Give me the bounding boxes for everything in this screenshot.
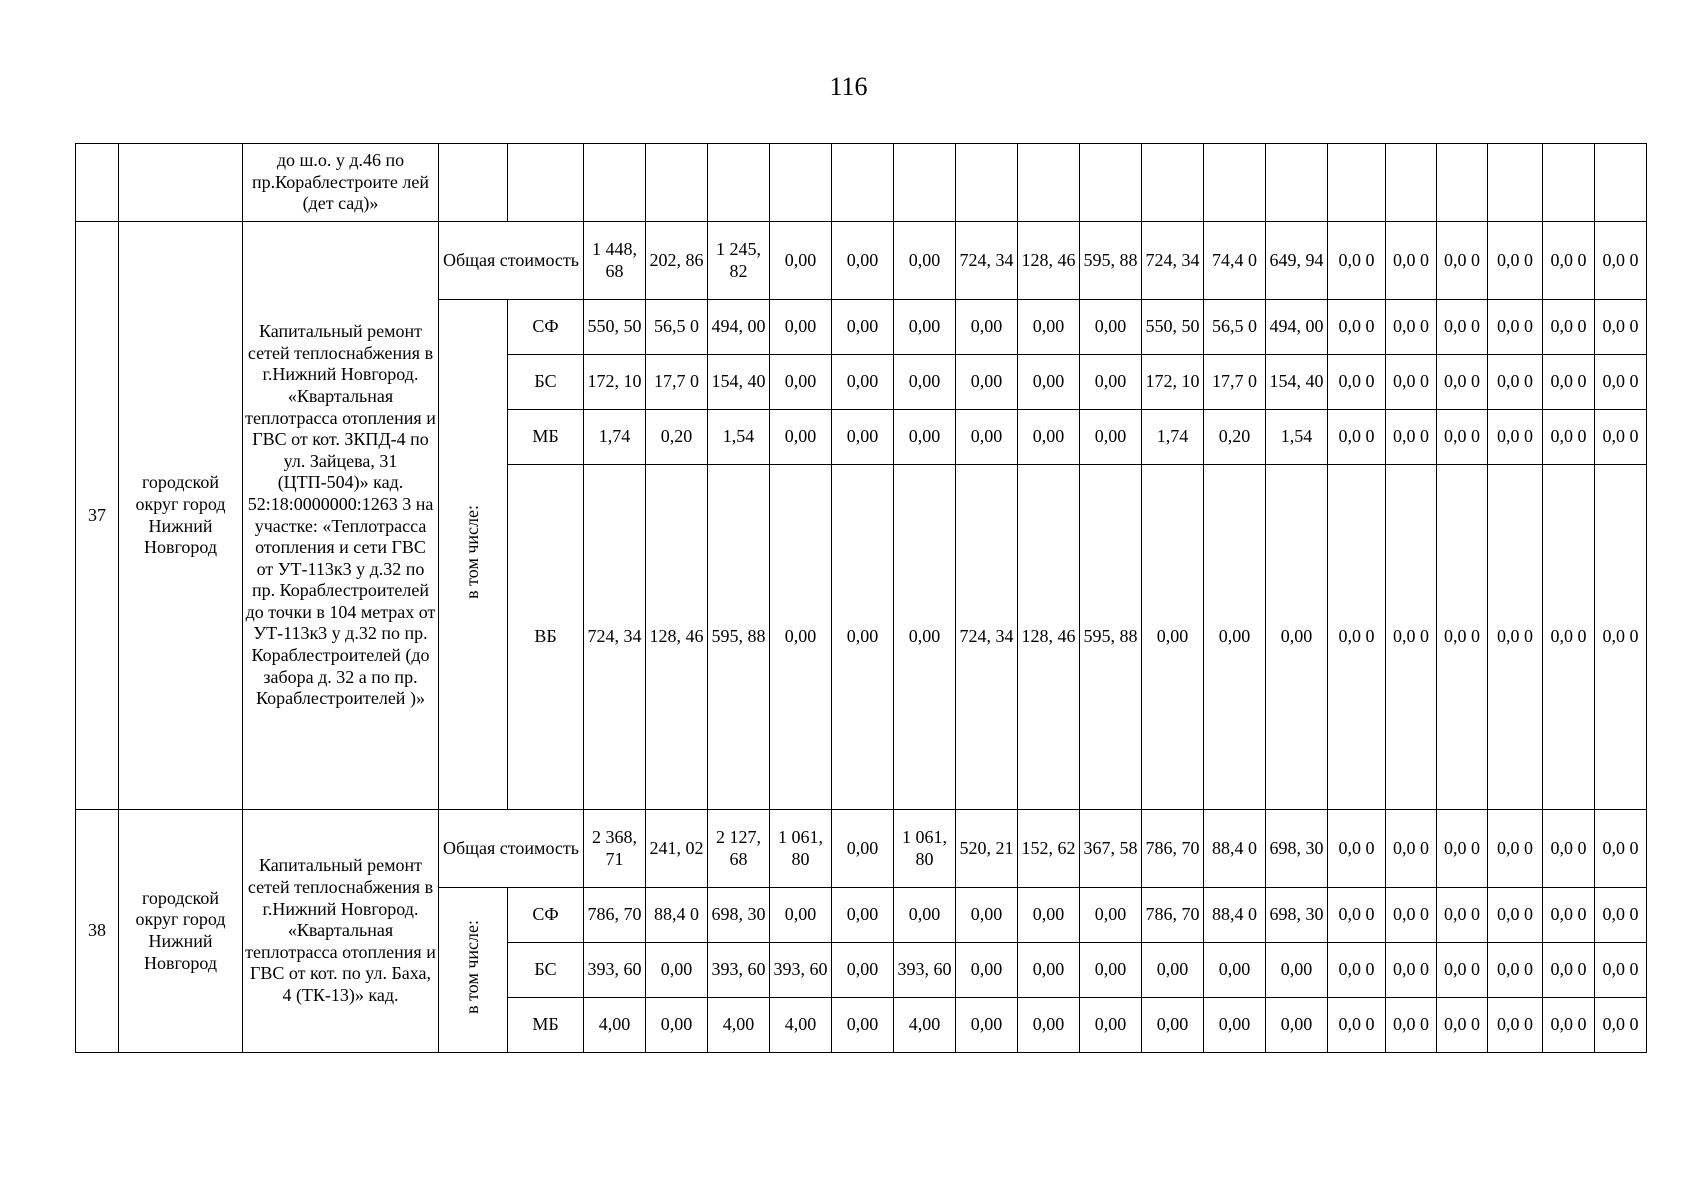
value-cell: 0,0 0 [1488, 355, 1543, 410]
value-cell: 0,00 [956, 998, 1018, 1053]
value-cell: 0,00 [1266, 465, 1328, 810]
value-cell [1018, 144, 1080, 222]
value-cell: 0,00 [894, 410, 956, 465]
value-cell: 0,0 0 [1328, 222, 1386, 300]
municipality-cell [119, 144, 243, 222]
value-cell: 0,0 0 [1488, 465, 1543, 810]
value-cell: 241, 02 [646, 810, 708, 888]
value-cell: 0,0 0 [1437, 943, 1488, 998]
continuation-row [76, 144, 1647, 222]
value-cell: 17,7 0 [646, 355, 708, 410]
value-cell [1437, 144, 1488, 222]
table-row [76, 222, 1647, 300]
value-cell: 393, 60 [894, 943, 956, 998]
value-cell: 0,00 [646, 998, 708, 1053]
value-cell: 0,0 0 [1488, 888, 1543, 943]
value-cell: 0,00 [894, 355, 956, 410]
value-cell: 4,00 [708, 998, 770, 1053]
value-cell: 1 448, 68 [584, 222, 646, 300]
value-cell: 0,0 0 [1543, 943, 1595, 998]
value-cell: 0,00 [894, 300, 956, 355]
value-cell: 88,4 0 [646, 888, 708, 943]
value-cell: 0,0 0 [1437, 300, 1488, 355]
value-cell: 0,0 0 [1328, 355, 1386, 410]
value-cell: 0,00 [770, 888, 832, 943]
value-cell [1080, 144, 1142, 222]
sub-label-cell [439, 888, 508, 1053]
value-cell: 0,0 0 [1543, 355, 1595, 410]
value-cell: 0,00 [956, 410, 1018, 465]
value-cell: 1,54 [708, 410, 770, 465]
value-cell: 0,00 [956, 888, 1018, 943]
value-cell: 0,00 [770, 300, 832, 355]
num-cell: 37 [76, 222, 119, 810]
value-cell: 88,4 0 [1204, 888, 1266, 943]
source-name-cell: МБ [508, 998, 584, 1053]
value-cell: 0,00 [1018, 355, 1080, 410]
value-cell [1595, 144, 1647, 222]
value-cell: 0,00 [832, 222, 894, 300]
source-label-cell [439, 144, 508, 222]
value-cell: 0,00 [1266, 998, 1328, 1053]
value-cell: 1 245, 82 [708, 222, 770, 300]
municipality-cell: городской округ город Нижний Новгород [119, 810, 243, 1053]
value-cell: 0,00 [1142, 465, 1204, 810]
value-cell: 0,00 [1204, 943, 1266, 998]
value-cell [584, 144, 646, 222]
source-name-cell: СФ [508, 300, 584, 355]
value-cell: 595, 88 [708, 465, 770, 810]
value-cell: 0,00 [770, 465, 832, 810]
value-cell: 786, 70 [1142, 888, 1204, 943]
value-cell: 0,0 0 [1328, 888, 1386, 943]
value-cell: 0,0 0 [1543, 222, 1595, 300]
value-cell: 0,0 0 [1595, 943, 1647, 998]
value-cell: 0,0 0 [1386, 943, 1437, 998]
value-cell: 0,0 0 [1595, 410, 1647, 465]
value-cell: 494, 00 [708, 300, 770, 355]
value-cell: 0,0 0 [1543, 810, 1595, 888]
value-cell: 0,0 0 [1543, 300, 1595, 355]
value-cell: 0,0 0 [1386, 410, 1437, 465]
value-cell: 0,0 0 [1386, 998, 1437, 1053]
value-cell: 0,0 0 [1595, 888, 1647, 943]
total-label-cell: Общая стоимость [439, 222, 584, 300]
value-cell: 0,0 0 [1386, 222, 1437, 300]
value-cell: 128, 46 [646, 465, 708, 810]
value-cell: 0,20 [1204, 410, 1266, 465]
value-cell: 649, 94 [1266, 222, 1328, 300]
value-cell: 0,00 [894, 222, 956, 300]
value-cell: 0,00 [1018, 943, 1080, 998]
value-cell: 698, 30 [708, 888, 770, 943]
value-cell [708, 144, 770, 222]
total-label-cell: Общая стоимость [439, 810, 584, 888]
value-cell: 56,5 0 [646, 300, 708, 355]
value-cell: 0,0 0 [1328, 810, 1386, 888]
value-cell: 0,0 0 [1488, 998, 1543, 1053]
value-cell: 0,0 0 [1386, 300, 1437, 355]
value-cell [894, 144, 956, 222]
value-cell: 0,0 0 [1488, 410, 1543, 465]
value-cell: 0,00 [770, 410, 832, 465]
value-cell: 0,00 [956, 943, 1018, 998]
value-cell: 154, 40 [1266, 355, 1328, 410]
value-cell: 724, 34 [584, 465, 646, 810]
value-cell: 0,00 [832, 943, 894, 998]
value-cell: 0,00 [1080, 300, 1142, 355]
value-cell: 393, 60 [770, 943, 832, 998]
source-name-cell: БС [508, 355, 584, 410]
value-cell: 0,00 [1080, 888, 1142, 943]
value-cell: 128, 46 [1018, 465, 1080, 810]
value-cell: 0,0 0 [1543, 465, 1595, 810]
value-cell: 2 127, 68 [708, 810, 770, 888]
value-cell: 0,0 0 [1328, 300, 1386, 355]
value-cell [832, 144, 894, 222]
value-cell [1204, 144, 1266, 222]
value-cell: 0,0 0 [1328, 998, 1386, 1053]
value-cell: 393, 60 [584, 943, 646, 998]
value-cell: 88,4 0 [1204, 810, 1266, 888]
value-cell: 0,00 [1018, 998, 1080, 1053]
value-cell: 0,0 0 [1595, 355, 1647, 410]
sub-label-cell [439, 300, 508, 810]
sub-label-text: в том числе: [462, 920, 483, 1015]
value-cell: 0,00 [1266, 943, 1328, 998]
value-cell: 0,00 [832, 888, 894, 943]
value-cell: 0,0 0 [1595, 465, 1647, 810]
value-cell: 0,20 [646, 410, 708, 465]
value-cell: 0,00 [894, 465, 956, 810]
value-cell: 1,54 [1266, 410, 1328, 465]
value-cell: 0,0 0 [1488, 222, 1543, 300]
value-cell: 0,00 [894, 888, 956, 943]
source-name-cell: БС [508, 943, 584, 998]
value-cell: 2 368, 71 [584, 810, 646, 888]
value-cell: 0,00 [770, 355, 832, 410]
source-name-cell: МБ [508, 410, 584, 465]
value-cell: 698, 30 [1266, 810, 1328, 888]
value-cell [770, 144, 832, 222]
value-cell [956, 144, 1018, 222]
value-cell: 74,4 0 [1204, 222, 1266, 300]
value-cell: 0,0 0 [1543, 410, 1595, 465]
value-cell: 0,0 0 [1437, 222, 1488, 300]
description-cell: до ш.о. у д.46 по пр.Кораблестроите лей (дет сад)» [243, 144, 439, 222]
value-cell: 0,0 0 [1437, 810, 1488, 888]
value-cell: 0,0 0 [1328, 410, 1386, 465]
value-cell: 4,00 [584, 998, 646, 1053]
value-cell: 17,7 0 [1204, 355, 1266, 410]
value-cell: 494, 00 [1266, 300, 1328, 355]
sub-label-text: в том числе: [462, 504, 483, 599]
value-cell: 4,00 [770, 998, 832, 1053]
value-cell: 367, 58 [1080, 810, 1142, 888]
value-cell [1543, 144, 1595, 222]
value-cell: 128, 46 [1018, 222, 1080, 300]
value-cell: 0,00 [1080, 998, 1142, 1053]
value-cell: 1 061, 80 [894, 810, 956, 888]
value-cell: 0,00 [1018, 300, 1080, 355]
value-cell: 152, 62 [1018, 810, 1080, 888]
value-cell: 595, 88 [1080, 465, 1142, 810]
value-cell: 0,00 [1080, 943, 1142, 998]
value-cell: 724, 34 [956, 465, 1018, 810]
value-cell: 56,5 0 [1204, 300, 1266, 355]
value-cell: 0,00 [646, 943, 708, 998]
source-name-cell: ВБ [508, 465, 584, 810]
value-cell: 0,00 [832, 465, 894, 810]
value-cell: 0,0 0 [1328, 465, 1386, 810]
value-cell: 0,0 0 [1386, 810, 1437, 888]
value-cell: 0,0 0 [1595, 998, 1647, 1053]
value-cell: 0,0 0 [1386, 355, 1437, 410]
value-cell: 0,00 [1142, 943, 1204, 998]
program-table [75, 143, 1647, 1053]
value-cell [1488, 144, 1543, 222]
value-cell: 0,00 [1080, 410, 1142, 465]
value-cell: 0,0 0 [1386, 888, 1437, 943]
value-cell: 0,0 0 [1595, 222, 1647, 300]
value-cell: 0,00 [1142, 998, 1204, 1053]
value-cell: 0,0 0 [1328, 943, 1386, 998]
value-cell: 0,0 0 [1437, 998, 1488, 1053]
value-cell: 0,0 0 [1488, 810, 1543, 888]
value-cell: 0,0 0 [1437, 888, 1488, 943]
value-cell [1386, 144, 1437, 222]
value-cell [1328, 144, 1386, 222]
value-cell: 0,0 0 [1543, 888, 1595, 943]
value-cell [646, 144, 708, 222]
value-cell: 1,74 [584, 410, 646, 465]
source-label-cell [508, 144, 584, 222]
value-cell: 0,0 0 [1386, 465, 1437, 810]
table-row [76, 810, 1647, 888]
value-cell: 0,0 0 [1595, 300, 1647, 355]
value-cell: 0,0 0 [1437, 410, 1488, 465]
num-cell [76, 144, 119, 222]
page-number: 116 [829, 72, 868, 101]
value-cell: 172, 10 [584, 355, 646, 410]
value-cell: 0,0 0 [1437, 355, 1488, 410]
value-cell: 0,0 0 [1488, 300, 1543, 355]
value-cell: 0,00 [770, 222, 832, 300]
value-cell: 172, 10 [1142, 355, 1204, 410]
value-cell: 0,00 [832, 300, 894, 355]
value-cell: 0,00 [1204, 465, 1266, 810]
value-cell: 4,00 [894, 998, 956, 1053]
value-cell: 202, 86 [646, 222, 708, 300]
value-cell [1142, 144, 1204, 222]
value-cell: 1,74 [1142, 410, 1204, 465]
source-name-cell: СФ [508, 888, 584, 943]
value-cell: 520, 21 [956, 810, 1018, 888]
value-cell: 0,0 0 [1595, 810, 1647, 888]
value-cell: 0,00 [956, 355, 1018, 410]
value-cell: 154, 40 [708, 355, 770, 410]
value-cell: 550, 50 [584, 300, 646, 355]
value-cell: 550, 50 [1142, 300, 1204, 355]
value-cell: 0,0 0 [1437, 465, 1488, 810]
value-cell: 0,00 [1080, 355, 1142, 410]
value-cell: 0,00 [832, 410, 894, 465]
value-cell: 0,00 [1018, 888, 1080, 943]
value-cell [1266, 144, 1328, 222]
value-cell: 724, 34 [956, 222, 1018, 300]
value-cell: 0,00 [832, 810, 894, 888]
value-cell: 0,00 [956, 300, 1018, 355]
value-cell: 0,00 [832, 355, 894, 410]
value-cell: 0,00 [832, 998, 894, 1053]
value-cell: 0,00 [1204, 998, 1266, 1053]
value-cell: 0,00 [1018, 410, 1080, 465]
num-cell: 38 [76, 810, 119, 1053]
value-cell: 786, 70 [1142, 810, 1204, 888]
value-cell: 1 061, 80 [770, 810, 832, 888]
value-cell: 786, 70 [584, 888, 646, 943]
value-cell: 0,0 0 [1488, 943, 1543, 998]
municipality-cell: городской округ город Нижний Новгород [119, 222, 243, 810]
value-cell: 595, 88 [1080, 222, 1142, 300]
value-cell: 724, 34 [1142, 222, 1204, 300]
value-cell: 393, 60 [708, 943, 770, 998]
description-cell: Капитальный ремонт сетей теплоснабжения в г.Нижний Новгород. «Квартальная теплотрасса отопления и ГВС от кот. ЗКПД-4 по ул. Зайцева, 31 (ЦТП-504)» кад. 52:18:0000000:1263 3 на участке: «Теплотрасса отопления и сети ГВС от УТ-113к3 у д.32 по пр. Кораблестроителей до точки в 104 метрах от УТ-113к3 у д.32 по пр. Кораблестроителей (до забора д. 32 а по пр. Кораблестроителей )» [243, 222, 439, 810]
value-cell: 698, 30 [1266, 888, 1328, 943]
description-cell: Капитальный ремонт сетей теплоснабжения в г.Нижний Новгород. «Квартальная теплотрасса отопления и ГВС от кот. по ул. Баха, 4 (ТК-13)» кад. [243, 810, 439, 1053]
value-cell: 0,0 0 [1543, 998, 1595, 1053]
